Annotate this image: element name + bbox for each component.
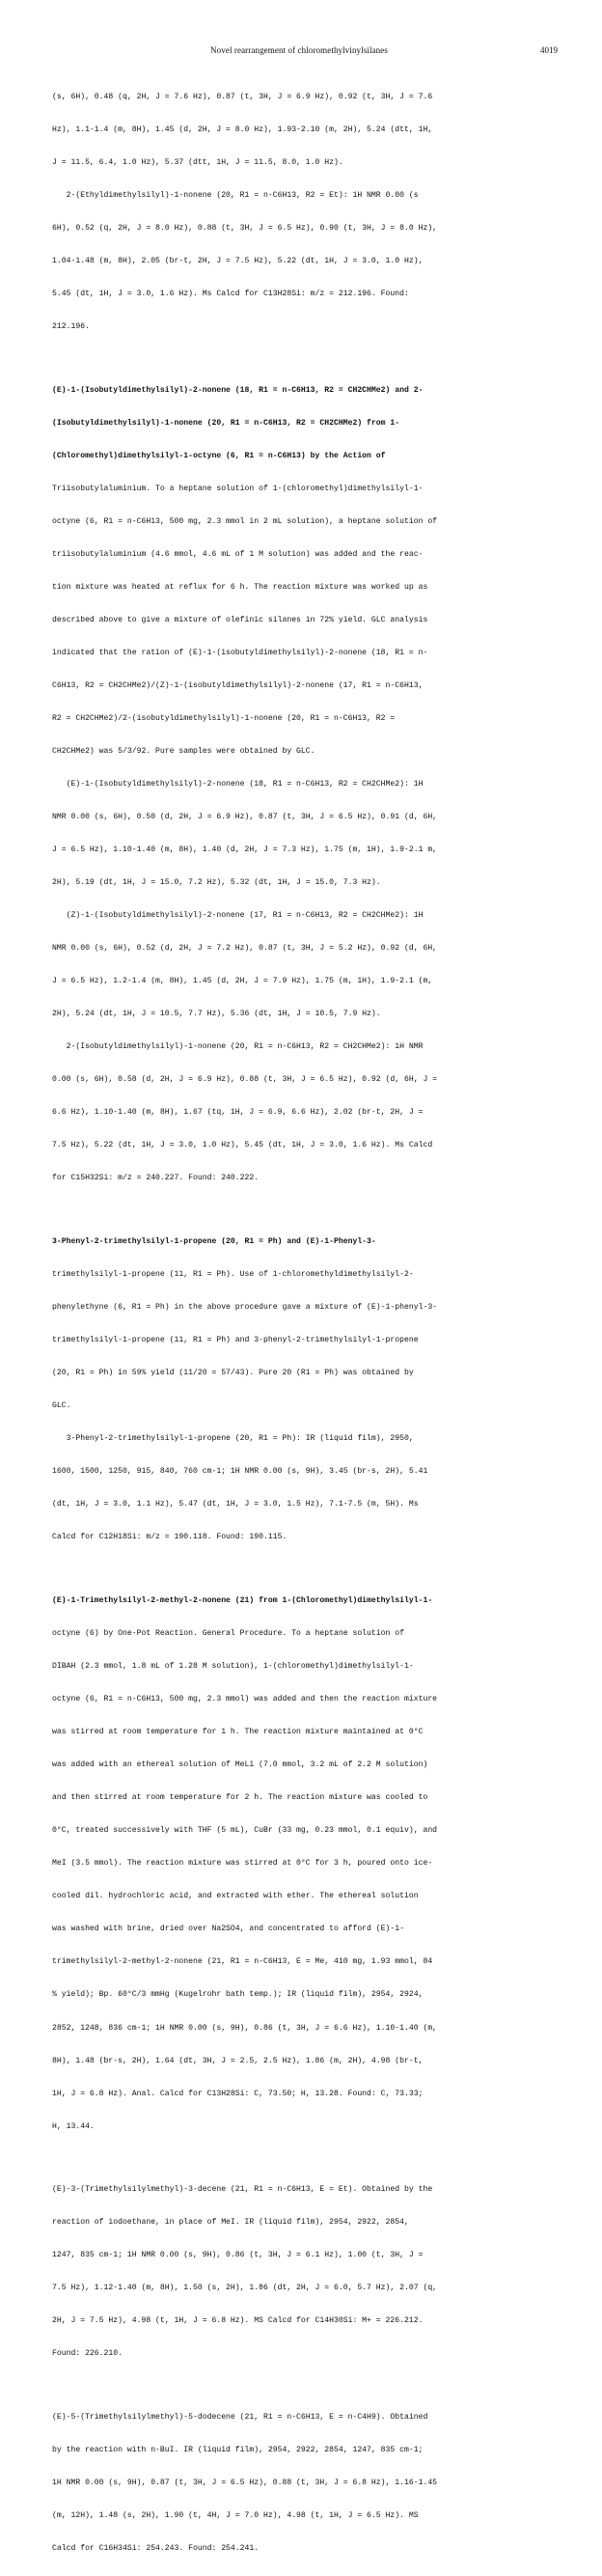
text-line: 6H), 0.52 (q, 2H, J = 8.0 Hz), 0.88 (t, 3H, J = 6.5 Hz), 0.90 (t, 3H, J = 8.0 Hz),: [52, 223, 561, 234]
section-heading-line: (E)-1-(Isobutyldimethylsilyl)-2-nonene (18, R1 = n-C6H13, R2 = CH2CHMe2) and 2-: [52, 385, 561, 396]
text-line: trimethylsilyl-2-methyl-2-nonene (21, R1 = n-C6H13, E = Me, 410 mg, 1.93 mmol, 84: [52, 1956, 561, 1967]
text-line: reaction of iodoethane, in place of MeI. IR (liquid film), 2954, 2922, 2854,: [52, 2217, 561, 2228]
text-line: 8H), 1.48 (br-s, 2H), 1.64 (dt, 3H, J = 2.5, 2.5 Hz), 1.86 (m, 2H), 4.98 (br-t,: [52, 2056, 561, 2066]
text-line: (E)-5-(Trimethylsilylmethyl)-5-dodecene (21, R1 = n-C6H13, E = n-C4H9). Obtained: [52, 2412, 561, 2423]
text-line: 0°C, treated successively with THF (5 mL), CuBr (33 mg, 0.23 mmol, 0.1 equiv), and: [52, 1825, 561, 1836]
text-line: 0.00 (s, 6H), 0.58 (d, 2H, J = 6.9 Hz), 0.88 (t, 3H, J = 6.5 Hz), 0.92 (d, 6H, J =: [52, 1074, 561, 1085]
section-heading-line: 3-Phenyl-2-trimethylsilyl-1-propene (20, R1 = Ph) and (E)-1-Phenyl-3-: [52, 1236, 561, 1247]
text-line: octyne (6, R1 = n-C6H13, 500 mg, 2.3 mmol in 2 mL solution), a heptane solution of: [52, 516, 561, 527]
text-line: was washed with brine, dried over Na2SO4, and concentrated to afford (E)-1-: [52, 1924, 561, 1934]
text-line: 2H, J = 7.5 Hz), 4.98 (t, 1H, J = 6.8 Hz). MS Calcd for C14H30Si: M+ = 226.212.: [52, 2315, 561, 2326]
text-line: CH2CHMe2) was 5/3/92. Pure samples were obtained by GLC.: [52, 746, 561, 757]
text-line: 1H NMR 0.00 (s, 9H), 0.87 (t, 3H, J = 6.5 Hz), 0.88 (t, 3H, J = 6.8 Hz), 1.16-1.45: [52, 2478, 561, 2488]
paragraph-isobutyl-procedure: [52, 363, 561, 1205]
text-line: J = 11.5, 6.4, 1.0 Hz), 5.37 (dtt, 1H, J = 11.5, 8.0, 1.0 Hz).: [52, 157, 561, 168]
section-heading-line: (Chloromethyl)dimethylsilyl-1-octyne (6, R1 = n-C6H13) by the Action of: [52, 451, 561, 461]
text-line: 2-(Ethyldimethylsilyl)-1-nonene (20, R1 = n-C6H13, R2 = Et): 1H NMR 0.00 (s: [52, 190, 561, 201]
text-line: 2-(Isobutyldimethylsilyl)-1-nonene (20, R1 = n-C6H13, R2 = CH2CHMe2): 1H NMR: [52, 1041, 561, 1052]
text-line: NMR 0.00 (s, 6H), 0.50 (d, 2H, J = 6.9 Hz), 0.87 (t, 3H, J = 6.5 Hz), 0.91 (d, 6H,: [52, 812, 561, 822]
paragraph-decene: [52, 2163, 561, 2382]
text-line: (E)-1-(Isobutyldimethylsilyl)-2-nonene (18, R1 = n-C6H13, R2 = CH2CHMe2): 1H: [52, 779, 561, 789]
text-line: octyne (6, R1 = n-C6H13, 500 mg, 2.3 mmol) was added and then the reaction mixture: [52, 1694, 561, 1704]
text-line: 2852, 1248, 836 cm-1; 1H NMR 0.00 (s, 9H), 0.86 (t, 3H, J = 6.6 Hz), 1.10-1.40 (m,: [52, 2023, 561, 2034]
text-line: 7.5 Hz), 5.22 (dt, 1H, J = 3.0, 1.0 Hz), 5.45 (dt, 1H, J = 3.0, 1.6 Hz). Ms Calcd: [52, 1140, 561, 1150]
text-line: GLC.: [52, 1400, 561, 1411]
text-line: trimethylsilyl-1-propene (11, R1 = Ph). Use of 1-chloromethyldimethylsilyl-2-: [52, 1269, 561, 1280]
text-line: Calcd for C16H34Si: 254.243. Found: 254.241.: [52, 2543, 561, 2554]
text-line: 212.196.: [52, 321, 561, 332]
text-line: NMR 0.00 (s, 6H), 0.52 (d, 2H, J = 7.2 Hz), 0.87 (t, 3H, J = 5.2 Hz), 0.92 (d, 6H,: [52, 943, 561, 954]
text-line: (20, R1 = Ph) in 59% yield (11/20 = 57/43). Pure 20 (R1 = Ph) was obtained by: [52, 1368, 561, 1378]
text-line: MeI (3.5 mmol). The reaction mixture was stirred at 0°C for 3 h, poured onto ice-: [52, 1858, 561, 1869]
text-line: % yield); Bp. 60°C/3 mmHg (Kugelrohr bath temp.); IR (liquid film), 2954, 2924,: [52, 1989, 561, 2000]
text-line: by the reaction with n-BuI. IR (liquid film), 2954, 2922, 2854, 1247, 835 cm-1;: [52, 2445, 561, 2455]
text-line: 1247, 835 cm-1; 1H NMR 0.00 (s, 9H), 0.86 (t, 3H, J = 6.1 Hz), 1.00 (t, 3H, J =: [52, 2250, 561, 2260]
text-line: trimethylsilyl-1-propene (11, R1 = Ph) and 3-phenyl-2-trimethylsilyl-1-propene: [52, 1335, 561, 1345]
text-line: cooled dil. hydrochloric acid, and extracted with ether. The ethereal solution: [52, 1891, 561, 1901]
text-line: octyne (6) by One-Pot Reaction. General Procedure. To a heptane solution of: [52, 1628, 561, 1639]
paragraph-nmr-continuation: [52, 69, 561, 354]
text-line: 5.45 (dt, 1H, J = 3.0, 1.6 Hz). Ms Calcd for C13H28Si: m/z = 212.196. Found:: [52, 289, 561, 299]
text-line: 6.6 Hz), 1.10-1.40 (m, 8H), 1.67 (tq, 1H, J = 6.9, 6.6 Hz), 2.02 (br-t, 2H, J =: [52, 1107, 561, 1118]
text-line: Found: 226.210.: [52, 2348, 561, 2359]
text-line: was stirred at room temperature for 1 h. The reaction mixture maintained at 0°C: [52, 1727, 561, 1737]
section-heading-line: (E)-1-Trimethylsilyl-2-methyl-2-nonene (21) from 1-(Chloromethyl)dimethylsilyl-1-: [52, 1595, 561, 1606]
text-line: 3-Phenyl-2-trimethylsilyl-1-propene (20, R1 = Ph): IR (liquid film), 2950,: [52, 1433, 561, 1444]
text-line: 1H, J = 6.8 Hz). Anal. Calcd for C13H28Si: C, 73.50; H, 13.28. Found: C, 73.33;: [52, 2089, 561, 2099]
text-line: 7.5 Hz), 1.12-1.40 (m, 8H), 1.50 (s, 2H), 1.86 (dt, 2H, J = 6.0, 5.7 Hz), 2.07 (q,: [52, 2283, 561, 2293]
text-line: (E)-3-(Trimethylsilylmethyl)-3-decene (21, R1 = n-C6H13, E = Et). Obtained by the: [52, 2184, 561, 2195]
text-line: (m, 12H), 1.48 (s, 2H), 1.90 (t, 4H, J = 7.0 Hz), 4.98 (t, 1H, J = 6.5 Hz). MS: [52, 2510, 561, 2521]
text-line: J = 6.5 Hz), 1.2-1.4 (m, 8H), 1.45 (d, 2H, J = 7.9 Hz), 1.75 (m, 1H), 1.9-2.1 (m,: [52, 976, 561, 986]
paragraph-dodecene: [52, 2391, 561, 2576]
body-text: [52, 69, 561, 2576]
journal-page: [0, 0, 602, 973]
text-line: (Z)-1-(Isobutyldimethylsilyl)-2-nonene (17, R1 = n-C6H13, R2 = CH2CHMe2): 1H: [52, 910, 561, 921]
paragraph-one-pot-procedure: [52, 1573, 561, 2153]
page-number: 4019: [502, 45, 558, 55]
text-line: C6H13, R2 = CH2CHMe2)/(Z)-1-(isobutyldimethylsilyl)-2-nonene (17, R1 = n-C6H13,: [52, 680, 561, 691]
text-line: 2H), 5.19 (dt, 1H, J = 15.0, 7.2 Hz), 5.32 (dt, 1H, J = 15.0, 7.3 Hz).: [52, 877, 561, 888]
text-line: triisobutylaluminium (4.6 mmol, 4.6 mL of 1 M solution) was added and the reac-: [52, 549, 561, 560]
text-line: R2 = CH2CHMe2)/2-(isobutyldimethylsilyl)-1-nonene (20, R1 = n-C6H13, R2 =: [52, 713, 561, 724]
text-line: 1.04-1.48 (m, 8H), 2.05 (br-t, 2H, J = 7.5 Hz), 5.22 (dt, 1H, J = 3.0, 1.0 Hz),: [52, 256, 561, 266]
text-line: for C15H32Si: m/z = 240.227. Found: 240.222.: [52, 1173, 561, 1183]
text-line: 2H), 5.24 (dt, 1H, J = 10.5, 7.7 Hz), 5.36 (dt, 1H, J = 10.5, 7.9 Hz).: [52, 1009, 561, 1019]
paragraph-phenyl-propene: [52, 1214, 561, 1565]
text-line: described above to give a mixture of olefinic silanes in 72% yield. GLC analysis: [52, 615, 561, 625]
text-line: phenylethyne (6, R1 = Ph) in the above procedure gave a mixture of (E)-1-phenyl-3-: [52, 1302, 561, 1313]
text-line: tion mixture was heated at reflux for 6 h. The reaction mixture was worked up as: [52, 582, 561, 593]
text-line: Calcd for C12H18Si: m/z = 190.118. Found: 190.115.: [52, 1532, 561, 1542]
text-line: DIBAH (2.3 mmol, 1.8 mL of 1.28 M solution), 1-(chloromethyl)dimethylsilyl-1-: [52, 1661, 561, 1672]
section-heading-line: (Isobutyldimethylsilyl)-1-nonene (20, R1 = n-C6H13, R2 = CH2CHMe2) from 1-: [52, 418, 561, 429]
text-line: Hz), 1.1-1.4 (m, 8H), 1.45 (d, 2H, J = 8.0 Hz), 1.93-2.10 (m, 2H), 5.24 (dtt, 1H,: [52, 125, 561, 135]
text-line: J = 6.5 Hz), 1.10-1.40 (m, 8H), 1.40 (d, 2H, J = 7.3 Hz), 1.75 (m, 1H), 1.9-2.1 m,: [52, 845, 561, 855]
text-line: (s, 6H), 0.48 (q, 2H, J = 7.6 Hz), 0.87 (t, 3H, J = 6.9 Hz), 0.92 (t, 3H, J = 7.6: [52, 92, 561, 102]
text-line: was added with an ethereal solution of MeLi (7.0 mmol, 3.2 mL of 2.2 M solution): [52, 1759, 561, 1770]
text-line: and then stirred at room temperature for 2 h. The reaction mixture was cooled to: [52, 1792, 561, 1803]
text-line: Triisobutylaluminium. To a heptane solution of 1-(chloromethyl)dimethylsilyl-1-: [52, 484, 561, 494]
text-line: (dt, 1H, J = 3.0, 1.1 Hz), 5.47 (dt, 1H, J = 3.0, 1.5 Hz), 7.1-7.5 (m, 5H). Ms: [52, 1499, 561, 1510]
text-line: H, 13.44.: [52, 2121, 561, 2132]
text-line: indicated that the ration of (E)-1-(isobutyldimethylsilyl)-2-nonene (18, R1 = n-: [52, 648, 561, 658]
text-line: 1600, 1500, 1250, 915, 840, 760 cm-1; 1H NMR 0.00 (s, 9H), 3.45 (br-s, 2H), 5.41: [52, 1466, 561, 1477]
running-title: Novel rearrangement of chloromethylvinylsilanes: [116, 45, 482, 55]
